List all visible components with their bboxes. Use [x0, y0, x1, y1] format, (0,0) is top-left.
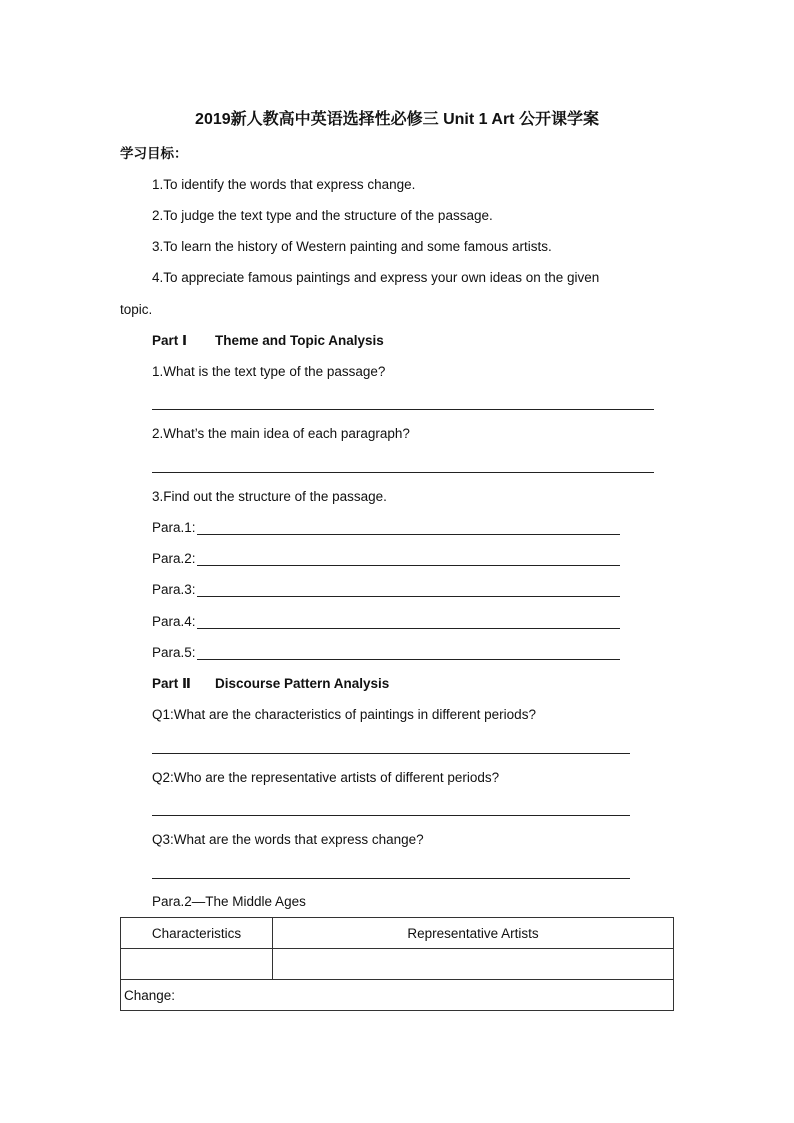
para-answer-line[interactable] [197, 565, 620, 566]
answer-line[interactable] [152, 409, 654, 410]
answer-line[interactable] [152, 878, 630, 879]
answer-line[interactable] [152, 753, 630, 754]
para-label: Para.4: [152, 614, 196, 629]
table-header-row [121, 918, 674, 949]
part2-label: Part Ⅱ [152, 676, 191, 691]
para-answer-row [152, 550, 196, 568]
para-answer-line[interactable] [197, 534, 620, 535]
part1-question-1: 1.What is the text type of the passage? [152, 364, 386, 379]
part2-question-2: Q2:Who are the representative artists of different periods? [152, 770, 500, 785]
part1-heading: Theme and Topic Analysis [215, 333, 384, 348]
para-answer-line[interactable] [197, 659, 620, 660]
objective-item: 2.To judge the text type and the structure of the passage. [152, 208, 493, 223]
table-header-artists: Representative Artists [273, 918, 674, 949]
table-row [121, 980, 674, 1011]
characteristics-cell[interactable] [121, 949, 273, 980]
para-label: Para.3: [152, 582, 196, 597]
change-cell[interactable]: Change: [121, 980, 674, 1011]
para-label: Para.5: [152, 645, 196, 660]
objective-item: 1.To identify the words that express change. [152, 177, 416, 192]
para-answer-line[interactable] [197, 596, 620, 597]
part2-heading: Discourse Pattern Analysis [215, 676, 390, 691]
table-header-characteristics: Characteristics [121, 918, 273, 949]
part1-question-3: 3.Find out the structure of the passage. [152, 489, 387, 504]
part2-question-3: Q3:What are the words that express change? [152, 832, 424, 847]
objective-item-continuation: topic. [120, 302, 153, 317]
table-row [121, 949, 674, 980]
para-answer-line[interactable] [197, 628, 620, 629]
part2-question-1: Q1:What are the characteristics of paintings in different periods? [152, 707, 536, 722]
middle-ages-table [120, 917, 674, 1011]
artists-cell[interactable] [273, 949, 674, 980]
objectives-heading: 学习目标： [120, 146, 188, 161]
objective-item: 3.To learn the history of Western painting and some famous artists. [152, 239, 552, 254]
para-answer-row [152, 644, 196, 662]
para-answer-row [152, 613, 196, 631]
page-title: 2019新人教高中英语选择性必修三 Unit 1 Art 公开课学案 [195, 111, 599, 128]
table-caption: Para.2—The Middle Ages [152, 894, 306, 909]
objective-item: 4.To appreciate famous paintings and express your own ideas on the given [152, 270, 600, 285]
answer-line[interactable] [152, 472, 654, 473]
part1-question-2: 2.What’s the main idea of each paragraph? [152, 426, 410, 441]
para-answer-row [152, 581, 196, 599]
part1-label: Part Ⅰ [152, 333, 188, 348]
para-answer-row [152, 519, 196, 537]
para-label: Para.1: [152, 520, 196, 535]
para-label: Para.2: [152, 551, 196, 566]
answer-line[interactable] [152, 815, 630, 816]
